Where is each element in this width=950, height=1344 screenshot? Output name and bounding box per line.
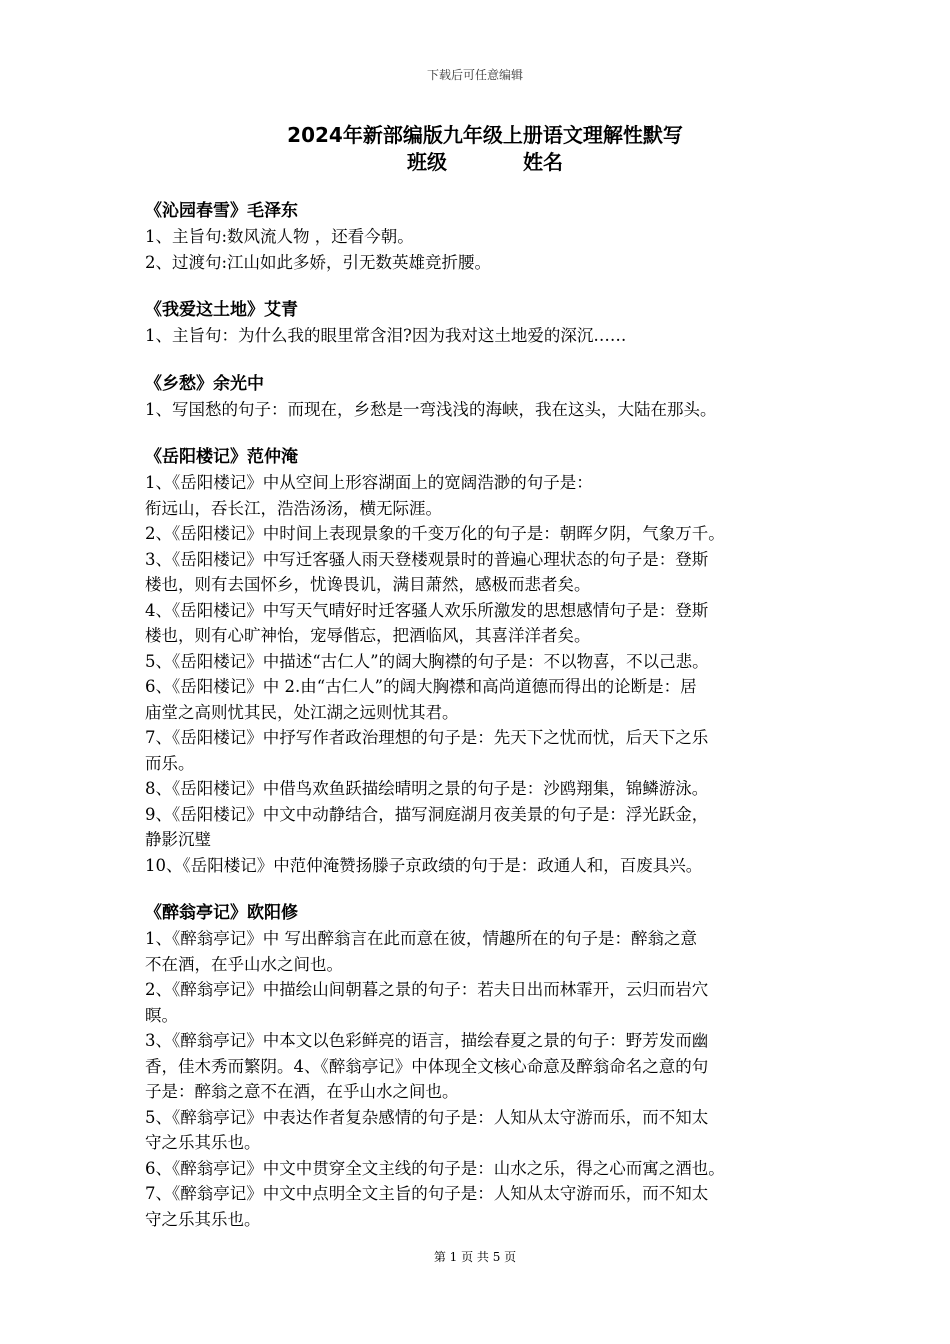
section-line: 6、《醉翁亭记》中文中贯穿全文主线的句子是：山水之乐，得之心而寓之酒也。	[145, 1158, 725, 1178]
class-name-line	[145, 149, 825, 176]
header-note: 下载后可任意编辑	[426, 68, 523, 82]
section-title: 《我爱这土地》艾青	[145, 300, 298, 320]
section-line: 静影沉璧	[145, 830, 211, 849]
poem-section	[145, 371, 825, 423]
section-line: 1、写国愁的句子：而现在，乡愁是一弯浅浅的海峡，我在这头，大陆在那头。	[145, 399, 717, 419]
section-title: 《醉翁亭记》欧阳修	[145, 903, 298, 923]
section-line: 7、《岳阳楼记》中抒写作者政治理想的句子是：先天下之忧而忧，后天下之乐	[145, 728, 709, 747]
section-line: 楼也，则有心旷神怡，宠辱偕忘，把酒临风，其喜洋洋者矣。	[145, 626, 591, 645]
poem-section	[145, 198, 825, 275]
section-line: 2、《醉翁亭记》中描绘山间朝暮之景的句子：若夫日出而林霏开，云归而岩穴	[145, 980, 709, 999]
section-line: 子是：醉翁之意不在酒，在乎山水之间也。	[145, 1082, 459, 1101]
class-label: 班级	[407, 150, 447, 174]
poem-section	[145, 900, 825, 1232]
section-line: 6、《岳阳楼记》中 2.由“古仁人”的阔大胸襟和高尚道德而得出的论断是：居	[145, 677, 697, 696]
page-title: 2024年新部编版九年级上册语文理解性默写	[287, 123, 683, 147]
section-line: 守之乐其乐也。	[145, 1209, 261, 1229]
section-line: 3、《岳阳楼记》中写迁客骚人雨天登楼观景时的普遍心理状态的句子是：登斯	[145, 549, 709, 569]
section-line: 3、《醉翁亭记》中本文以色彩鲜亮的语言，描绘春夏之景的句子：野芳发而幽	[145, 1031, 709, 1050]
section-line: 4、《岳阳楼记》中写天气晴好时迁客骚人欢乐所激发的思想感情句子是：登斯	[145, 600, 709, 620]
section-line: 庙堂之高则忧其民，处江湖之远则忧其君。	[145, 702, 459, 722]
section-line: 守之乐其乐也。	[145, 1133, 261, 1152]
section-line: 不在酒，在乎山水之间也。	[145, 954, 343, 974]
section-line: 5、《岳阳楼记》中描述“古仁人”的阔大胸襟的句子是：不以物喜，不以己悲。	[145, 651, 709, 671]
section-title: 《岳阳楼记》范仲淹	[145, 447, 298, 467]
section-line: 1、《醉翁亭记》中 写出醉翁言在此而意在彼，情趣所在的句子是：醉翁之意	[145, 929, 697, 948]
section-title: 《沁园春雪》毛泽东	[145, 201, 298, 221]
section-line: 1、主旨句：为什么我的眼里常含泪?因为我对这土地爱的深沉……	[145, 326, 627, 345]
section-line: 1、主旨句:数风流人物 ，还看今朝。	[145, 227, 414, 246]
section-line: 1、《岳阳楼记》中从空间上形容湖面上的宽阔浩渺的句子是：	[145, 473, 593, 492]
poem-section	[145, 297, 825, 349]
section-line: 衔远山，吞长江，浩浩汤汤，横无际涯。	[145, 498, 442, 518]
section-line: 10、《岳阳楼记》中范仲淹赞扬滕子京政绩的句于是：政通人和，百废具兴。	[145, 855, 703, 875]
section-line: 8、《岳阳楼记》中借鸟欢鱼跃描绘晴明之景的句子是：沙鸥翔集，锦鳞游泳。	[145, 779, 709, 798]
section-line: 7、《醉翁亭记》中文中点明全文主旨的句子是：人知从太守游而乐，而不知太	[145, 1184, 709, 1203]
page-footer: 第 1 页 共 5 页	[433, 1250, 517, 1264]
section-line: 楼也，则有去国怀乡，忧谗畏讥，满目萧然，感极而悲者矣。	[145, 575, 591, 594]
section-line: 9、《岳阳楼记》中文中动静结合，描写洞庭湖月夜美景的句子是：浮光跃金，	[145, 804, 709, 824]
section-line: 2、《岳阳楼记》中时间上表现景象的千变万化的句子是：朝晖夕阴，气象万千。	[145, 524, 725, 543]
document-body	[145, 122, 825, 1232]
section-line: 暝。	[145, 1005, 178, 1025]
section-line: 2、过渡句:江山如此多娇，引无数英雄竞折腰。	[145, 252, 492, 272]
section-line: 5、《醉翁亭记》中表达作者复杂感情的句子是：人知从太守游而乐，而不知太	[145, 1107, 709, 1127]
poem-section	[145, 444, 825, 878]
sections-container	[145, 198, 825, 1232]
section-title: 《乡愁》余光中	[145, 373, 264, 394]
section-line: 香，佳木秀而繁阴。4、《醉翁亭记》中体现全文核心命意及醉翁命名之意的句	[145, 1056, 709, 1076]
name-label: 姓名	[523, 150, 563, 174]
section-line: 而乐。	[145, 753, 195, 773]
